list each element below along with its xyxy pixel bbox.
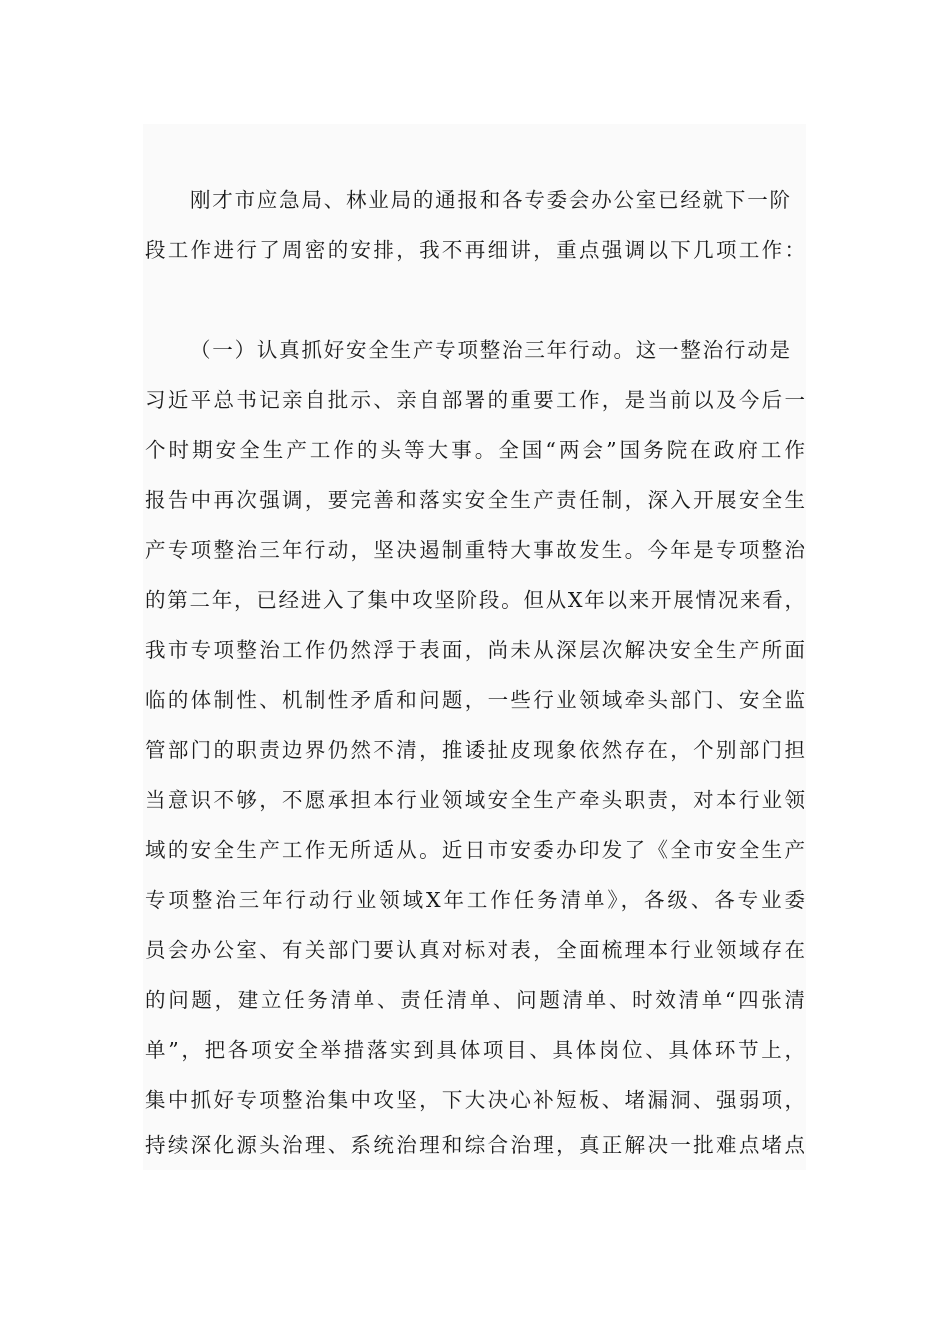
paragraph-1-line-1: 刚才市应急局、林业局的通报和各专委会办公室已经就下一阶: [190, 188, 790, 212]
paragraph-2-line-1: （一）认真抓好安全生产专项整治三年行动。这一整治行动是: [190, 338, 790, 362]
paragraph-2-line-5: 产专项整治三年行动，坚决遏制重特大事故发生。今年是专项整治: [145, 538, 805, 562]
paragraph-1-line-2: 段工作进行了周密的安排，我不再细讲，重点强调以下几项工作：: [145, 238, 805, 262]
paragraph-2-line-15: 单”，把各项安全举措落实到具体项目、具体岗位、具体环节上，: [145, 1038, 805, 1062]
paragraph-2-line-14: 的问题，建立任务清单、责任清单、问题清单、时效清单“四张清: [145, 988, 805, 1012]
paragraph-2-line-3: 个时期安全生产工作的头等大事。全国“两会”国务院在政府工作: [145, 438, 805, 462]
paragraph-2-line-12: 专项整治三年行动行业领域X年工作任务清单》，各级、各专业委: [145, 888, 805, 912]
paragraph-2-line-9: 管部门的职责边界仍然不清，推诿扯皮现象依然存在，个别部门担: [145, 738, 805, 762]
paragraph-2-line-17: 持续深化源头治理、系统治理和综合治理，真正解决一批难点堵点: [145, 1133, 805, 1157]
paragraph-2-line-7: 我市专项整治工作仍然浮于表面，尚未从深层次解决安全生产所面: [145, 638, 805, 662]
paragraph-2-line-4: 报告中再次强调，要完善和落实安全生产责任制，深入开展安全生: [145, 488, 805, 512]
paragraph-2-line-8: 临的体制性、机制性矛盾和问题，一些行业领域牵头部门、安全监: [145, 688, 805, 712]
paragraph-2-line-10: 当意识不够，不愿承担本行业领域安全生产牵头职责，对本行业领: [145, 788, 805, 812]
paragraph-2-line-2: 习近平总书记亲自批示、亲自部署的重要工作，是当前以及今后一: [145, 388, 805, 412]
paragraph-2-line-13: 员会办公室、有关部门要认真对标对表，全面梳理本行业领域存在: [145, 938, 805, 962]
paragraph-2-line-6: 的第二年，已经进入了集中攻坚阶段。但从X年以来开展情况来看，: [145, 588, 805, 612]
paragraph-2-line-11: 域的安全生产工作无所适从。近日市安委办印发了《全市安全生产: [145, 838, 805, 862]
paragraph-2-line-16: 集中抓好专项整治集中攻坚，下大决心补短板、堵漏洞、强弱项，: [145, 1088, 805, 1112]
